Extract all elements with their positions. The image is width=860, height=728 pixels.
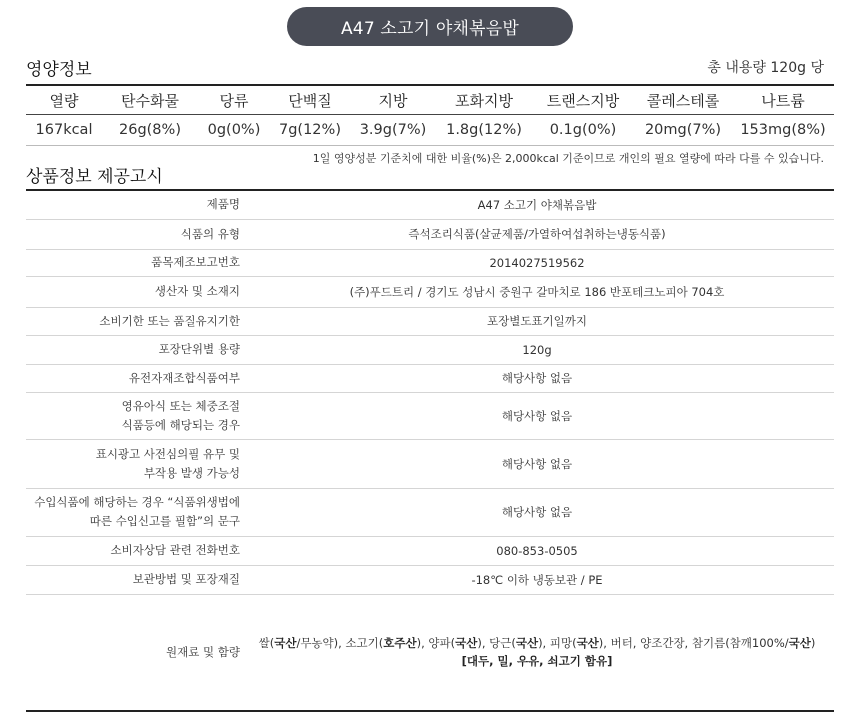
info-value: (주)푸드트리 / 경기도 성남시 중원구 갈마치로 186 반포테크노피아 704호 [240,276,834,307]
info-label-line: 따른 수입신고를 필함”의 문구 [89,514,240,528]
ingredients-text: ), 양파( [416,636,456,651]
info-value: -18℃ 이하 냉동보관 / PE [240,565,834,594]
nutrition-value: 20mg(7%) [634,115,732,146]
nutrition-value-row [26,115,834,146]
nutrition-value: 0.1g(0%) [532,115,634,146]
info-label [26,439,240,488]
info-value: 포장별도표기일까지 [240,307,834,335]
info-value: 즉석조리식품(살균제품/가열하여섭취하는냉동식품) [240,219,834,249]
nutrition-header: 단백질 [270,85,350,115]
info-row [26,565,834,594]
ingredients-list [240,634,834,652]
info-row [26,439,834,488]
nutrition-header: 지방 [350,85,436,115]
info-label-line: 수입식품에 해당하는 경우 “식품위생법에 [34,495,240,509]
product-info-heading: 상품정보 제공고시 [26,167,163,187]
info-value: 해당사항 없음 [240,392,834,439]
info-value: 2014027519562 [240,249,834,276]
ingredients-text: ) [810,636,816,651]
nutrition-header: 나트륨 [732,85,834,115]
product-info-table [26,189,834,712]
allergen-notice: [대두, 밀, 우유, 쇠고기 함유] [461,654,613,669]
info-row [26,219,834,249]
info-row [26,249,834,276]
info-label [26,488,240,536]
nutrition-header: 포화지방 [436,85,532,115]
serving-size: 총 내용량 120g 당 [707,60,824,76]
ingredients-value [240,594,834,711]
nutrition-value: 7g(12%) [270,115,350,146]
ingredients-text: /무농약), 소고기( [296,636,384,651]
info-label-line: 식품등에 해당되는 경우 [121,417,240,432]
info-row-ingredients [26,594,834,711]
nutrition-footnote: 1일 영양성분 기준치에 대한 비율(%)은 2,000kcal 기준이므로 개인의 필요 열량에 따라 다를 수 있습니다. [312,152,824,165]
nutrition-value: 3.9g(7%) [350,115,436,146]
ingredients-text: 쌀( [258,636,275,651]
info-label: 품목제조보고번호 [26,249,240,276]
ingredients-text: ), 피망( [538,636,577,651]
info-value: 080-853-0505 [240,536,834,565]
ingredients-origin: 호주산 [383,636,417,651]
nutrition-header: 당류 [198,85,270,115]
info-row [26,488,834,536]
nutrition-heading: 영양정보 [26,60,92,80]
info-row [26,307,834,335]
info-value: 해당사항 없음 [240,364,834,392]
ingredients-origin: 국산 [576,636,599,651]
info-label-line: 영유아식 또는 체중조절 [121,398,240,413]
info-value: 해당사항 없음 [240,439,834,488]
nutrition-value: 0g(0%) [198,115,270,146]
info-row [26,190,834,219]
product-title: A47 소고기 야채볶음밥 [340,19,520,39]
info-label: 소비자상담 관련 전화번호 [26,536,240,565]
product-title-badge [287,7,573,46]
info-label-line: 표시광고 사전심의필 유무 및 [95,446,240,461]
ingredients-origin: 국산 [515,636,539,651]
info-label: 제품명 [26,190,240,219]
info-row [26,335,834,364]
info-row [26,392,834,439]
ingredients-origin: 국산 [788,636,811,651]
info-label: 소비기한 또는 품질유지기한 [26,307,240,335]
info-value: 120g [240,335,834,364]
nutrition-header-row [26,85,834,115]
info-label: 보관방법 및 포장재질 [26,565,240,594]
info-row [26,536,834,565]
nutrition-value: 1.8g(12%) [436,115,532,146]
info-label-line: 부작용 발생 가능성 [143,465,240,480]
ingredients-text: ), 당근( [477,636,516,651]
ingredients-origin: 국산 [455,636,478,651]
info-label: 식품의 유형 [26,219,240,249]
info-value: 해당사항 없음 [240,488,834,536]
nutrition-header: 탄수화물 [102,85,198,115]
nutrition-table [26,84,834,146]
info-value: A47 소고기 야채볶음밥 [240,190,834,219]
info-label: 생산자 및 소재지 [26,276,240,307]
nutrition-value: 167kcal [26,115,102,146]
nutrition-header: 열량 [26,85,102,115]
info-label: 포장단위별 용량 [26,335,240,364]
ingredients-origin: 국산 [274,636,297,651]
ingredients-text: ), 버터, 양조간장, 참기름(참깨100%/ [598,636,789,651]
info-label [26,392,240,439]
info-label: 유전자재조합식품여부 [26,364,240,392]
nutrition-value: 153mg(8%) [732,115,834,146]
info-row [26,364,834,392]
nutrition-value: 26g(8%) [102,115,198,146]
nutrition-header: 콜레스테롤 [634,85,732,115]
nutrition-header: 트랜스지방 [532,85,634,115]
info-label: 원재료 및 함량 [26,594,240,711]
info-row [26,276,834,307]
